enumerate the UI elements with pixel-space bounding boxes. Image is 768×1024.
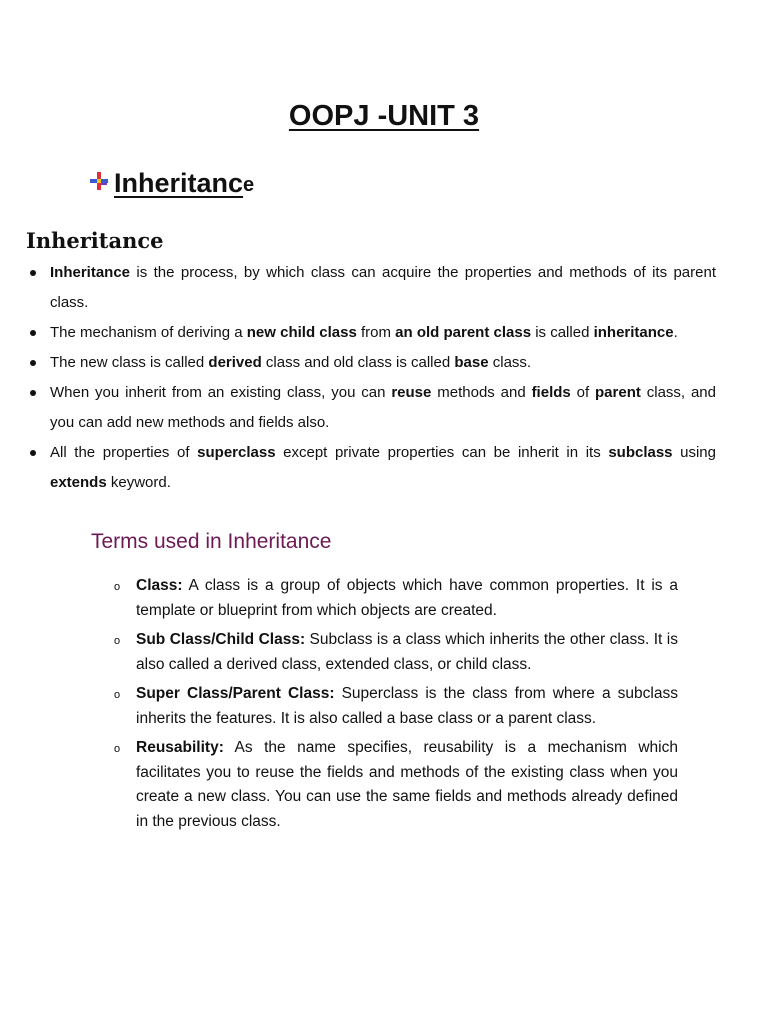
bullet-text: keyword. (106, 474, 171, 491)
section-heading (88, 162, 254, 198)
bullet-text: class. (488, 354, 532, 371)
bullet-bold-text: subclass (608, 444, 673, 461)
term-item (112, 682, 678, 731)
term-description: A class is a group of objects which have common properties. It is a template or blueprint from which objects are created. (136, 577, 678, 619)
bullet-bold-text: superclass (197, 444, 276, 461)
bullet-item (26, 438, 716, 498)
term-name: Reusability: (136, 739, 224, 756)
term-marker: o (114, 743, 121, 755)
bullet-item (26, 348, 716, 378)
terms-heading: Terms used in Inheritance (91, 530, 332, 553)
bullet-text: class, and you can add new methods and fields also. (50, 384, 716, 431)
term-name: Super Class/Parent Class: (136, 685, 335, 702)
bullet-bold-text: new child class (246, 324, 357, 341)
bullet-text: is called (531, 324, 594, 341)
bullet-bold-text: inheritance (593, 324, 674, 341)
bullet-text: methods and (431, 384, 532, 401)
bullet-bold-text: parent (595, 384, 641, 401)
bullet-item (26, 318, 716, 348)
bullet-text: using (672, 444, 716, 461)
page-title (0, 98, 768, 134)
bullet-bold-text: fields (531, 384, 571, 401)
term-marker: o (114, 689, 121, 701)
term-item (112, 628, 678, 677)
bullet-bold-text: base (454, 354, 489, 371)
bullet-text: from (356, 324, 396, 341)
page-title-text: OOPJ -UNIT 3 (288, 100, 480, 132)
bullet-bold-text: Inheritance (50, 264, 131, 281)
term-description: Subclass is a class which inherits the other class. It is also called a derived class, extended class, or child class. (136, 631, 678, 673)
section-heading-main: Inheritanc (114, 168, 244, 198)
bullet-text: The mechanism of deriving a (50, 324, 247, 341)
bullet-text: When you inherit from an existing class, you can (50, 384, 392, 401)
bullet-text: of (570, 384, 596, 401)
bullet-text: except private properties can be inherit in its (275, 444, 609, 461)
inheritance-bullet-list (26, 258, 716, 498)
bullet-text: . (673, 324, 678, 341)
term-description: As the name specifies, reusability is a mechanism which facilitates you to reuse the fields and methods of the existing class when you create a new class. You can use the same fields and methods already defined in the previous class. (136, 739, 678, 830)
terms-list (112, 574, 678, 839)
term-name: Sub Class/Child Class: (136, 631, 306, 648)
term-description: Superclass is the class from where a subclass inherits the features. It is also called a base class or a parent class. (136, 685, 678, 727)
bullet-text: class and old class is called (261, 354, 455, 371)
bullet-text: All the properties of (50, 444, 198, 461)
bullet-text: is the process, by which class can acquire the properties and methods of its parent class. (50, 264, 716, 311)
bullet-text: The new class is called (50, 354, 209, 371)
bullet-item (26, 378, 716, 438)
bullet-bold-text: derived (208, 354, 262, 371)
inheritance-subheading: Inheritance (26, 228, 164, 253)
bullet-item (26, 258, 716, 318)
bullet-bold-text: reuse (391, 384, 432, 401)
term-marker: o (114, 581, 121, 593)
term-name: Class: (136, 577, 183, 594)
term-item (112, 736, 678, 834)
bullet-bold-text: extends (50, 474, 107, 491)
term-marker: o (114, 635, 121, 647)
bullet-bold-text: an old parent class (395, 324, 532, 341)
term-item (112, 574, 678, 623)
section-heading-tail: e (243, 174, 255, 196)
colorful-plus-icon (88, 170, 110, 192)
